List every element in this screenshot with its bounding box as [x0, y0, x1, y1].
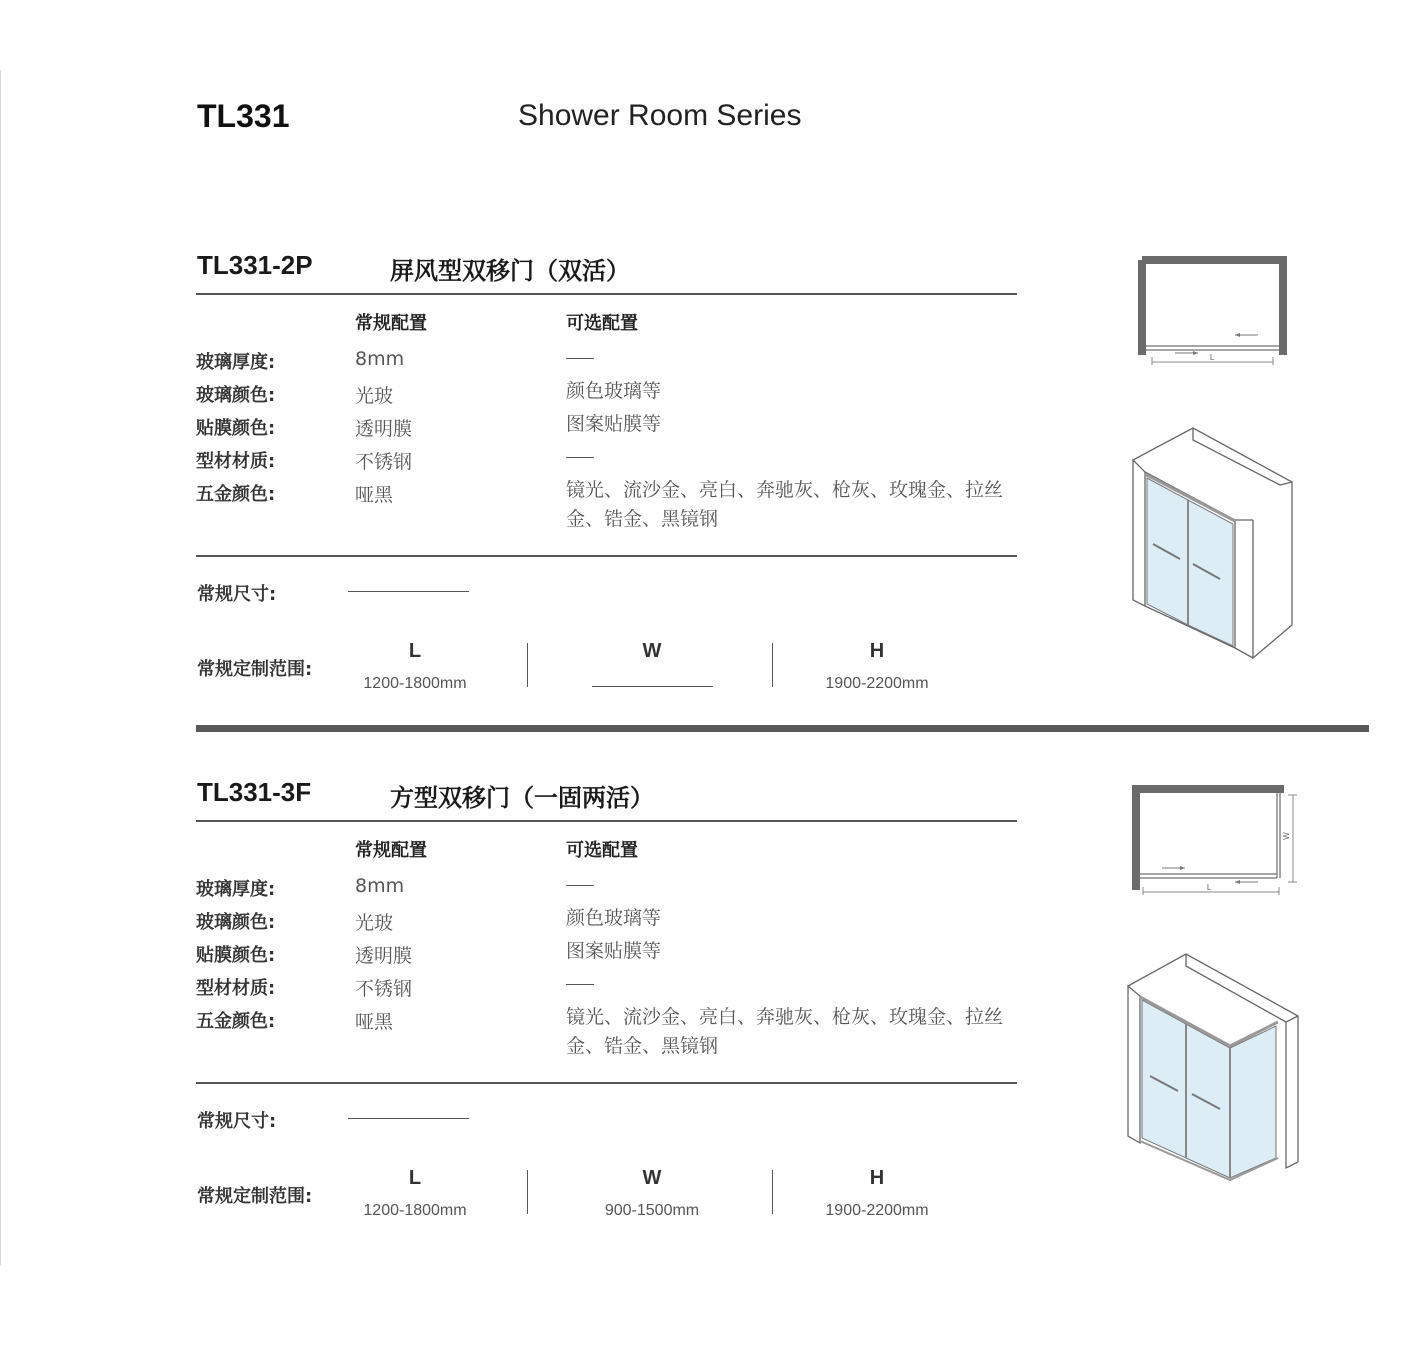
- dim-letter: W: [642, 1167, 662, 1189]
- col-standard: 常规配置: [355, 840, 427, 861]
- page-edge: [0, 70, 1, 1265]
- plan-length-label: L: [1209, 353, 1215, 362]
- spec-label: 型材材质:: [196, 451, 276, 472]
- spec-standard: 透明膜: [355, 418, 413, 440]
- section-divider: [196, 725, 1369, 732]
- section-rule: [196, 555, 1017, 557]
- spec-label: 五金颜色:: [196, 484, 276, 505]
- spec-standard: 8mm: [355, 875, 405, 897]
- iso-diagram-2p: [1125, 420, 1305, 670]
- size-label: 常规尺寸:: [197, 584, 277, 605]
- plan-wall: [1136, 789, 1284, 890]
- dim-range: 1900-2200mm: [825, 675, 929, 692]
- size-label: 常规尺寸:: [197, 1111, 277, 1132]
- plan-arrow-head: [1180, 866, 1185, 870]
- dim-separator: [527, 643, 528, 687]
- spec-label: 贴膜颜色:: [196, 945, 276, 966]
- col-optional: 可选配置: [566, 840, 638, 861]
- dim-letter: W: [642, 640, 662, 662]
- dim-letter: L: [408, 1167, 422, 1189]
- spec-optional: 图案贴膜等: [566, 940, 662, 962]
- spec-optional: 镜光、流沙金、亮白、奔驰灰、枪灰、玫瑰金、拉丝金、锆金、黑镜钢: [566, 1006, 1004, 1057]
- dim-blank-line: [592, 686, 713, 687]
- series-code: TL331: [197, 98, 290, 134]
- dim-length: [335, 640, 495, 693]
- spec-label: 玻璃厚度:: [196, 879, 276, 900]
- spec-optional-none: [566, 871, 1018, 900]
- iso-right-wall: [1286, 1022, 1298, 1168]
- dim-letter: H: [869, 640, 885, 662]
- spec-label: 玻璃颜色:: [196, 385, 276, 406]
- spec-label: 贴膜颜色:: [196, 418, 276, 439]
- plan-wall: [1142, 260, 1283, 355]
- size-blank-line: [348, 1118, 469, 1119]
- iso-right-wall: [1235, 520, 1253, 658]
- dim-height: [797, 640, 957, 693]
- model-name: 方型双移门（一固两活）: [390, 784, 654, 812]
- dim-separator: [772, 1170, 773, 1214]
- model-code: TL331-2P: [197, 250, 313, 280]
- spec-standard: 透明膜: [355, 945, 413, 967]
- spec-optional-none: [566, 443, 1018, 472]
- dim-separator: [772, 643, 773, 687]
- iso-back-wall: [1186, 954, 1298, 1022]
- spec-optional: 颜色玻璃等: [566, 380, 662, 402]
- spec-standard: 不锈钢: [355, 978, 413, 1000]
- iso-diagram-3f: [1120, 948, 1305, 1188]
- section-rule: [196, 1082, 1017, 1084]
- dim-separator: [527, 1170, 528, 1214]
- spec-optional: 颜色玻璃等: [566, 907, 662, 929]
- spec-label: 玻璃厚度:: [196, 352, 276, 373]
- iso-left-wall: [1133, 460, 1145, 606]
- custom-range-label: 常规定制范围:: [197, 659, 313, 680]
- spec-label: 型材材质:: [196, 978, 276, 999]
- dim-width: [572, 640, 732, 687]
- custom-range-label: 常规定制范围:: [197, 1186, 313, 1207]
- spec-standard: 8mm: [355, 348, 405, 370]
- spec-optional: 图案贴膜等: [566, 413, 662, 435]
- dim-length: [335, 1167, 495, 1220]
- col-standard: 常规配置: [355, 313, 427, 334]
- glass-panel-left: [1142, 1000, 1186, 1158]
- iso-left-wall: [1128, 986, 1140, 1143]
- spec-optional-none: [566, 970, 1018, 999]
- series-title: Shower Room Series: [518, 99, 802, 132]
- dim-height: [797, 1167, 957, 1220]
- col-optional: 可选配置: [566, 313, 638, 334]
- plan-arrow-head: [1193, 351, 1198, 355]
- dim-letter: H: [869, 1167, 885, 1189]
- plan-arrow-head: [1235, 880, 1240, 884]
- plan-arrow-head: [1235, 333, 1240, 337]
- spec-label: 玻璃颜色:: [196, 912, 276, 933]
- spec-standard: 哑黑: [355, 484, 394, 506]
- spec-label: 五金颜色:: [196, 1011, 276, 1032]
- model-code: TL331-3F: [197, 777, 312, 807]
- dim-letter: L: [408, 640, 422, 662]
- dim-range: 900-1500mm: [604, 1202, 700, 1219]
- section-rule: [196, 820, 1017, 822]
- glass-panel-fixed: [1230, 1026, 1276, 1178]
- plan-length-label: L: [1206, 883, 1212, 892]
- plan-diagram-2p: [1130, 250, 1300, 370]
- size-blank-line: [348, 591, 469, 592]
- spec-optional: 镜光、流沙金、亮白、奔驰灰、枪灰、玫瑰金、拉丝金、锆金、黑镜钢: [566, 479, 1004, 530]
- spec-standard: 哑黑: [355, 1011, 394, 1033]
- dim-range: 1900-2200mm: [825, 1202, 929, 1219]
- glass-panel-middle: [1186, 1024, 1230, 1178]
- spec-optional-none: [566, 344, 1018, 373]
- dim-width: [572, 1167, 732, 1220]
- spec-standard: 光玻: [355, 385, 394, 407]
- dim-range: 1200-1800mm: [363, 1202, 467, 1219]
- spec-standard: 不锈钢: [355, 451, 413, 473]
- spec-standard: 光玻: [355, 912, 394, 934]
- dim-range: 1200-1800mm: [363, 675, 467, 692]
- section-rule: [196, 293, 1017, 295]
- model-name: 屏风型双移门（双活）: [390, 257, 630, 285]
- plan-width-label: W: [1282, 832, 1291, 840]
- plan-diagram-3f: [1125, 780, 1305, 900]
